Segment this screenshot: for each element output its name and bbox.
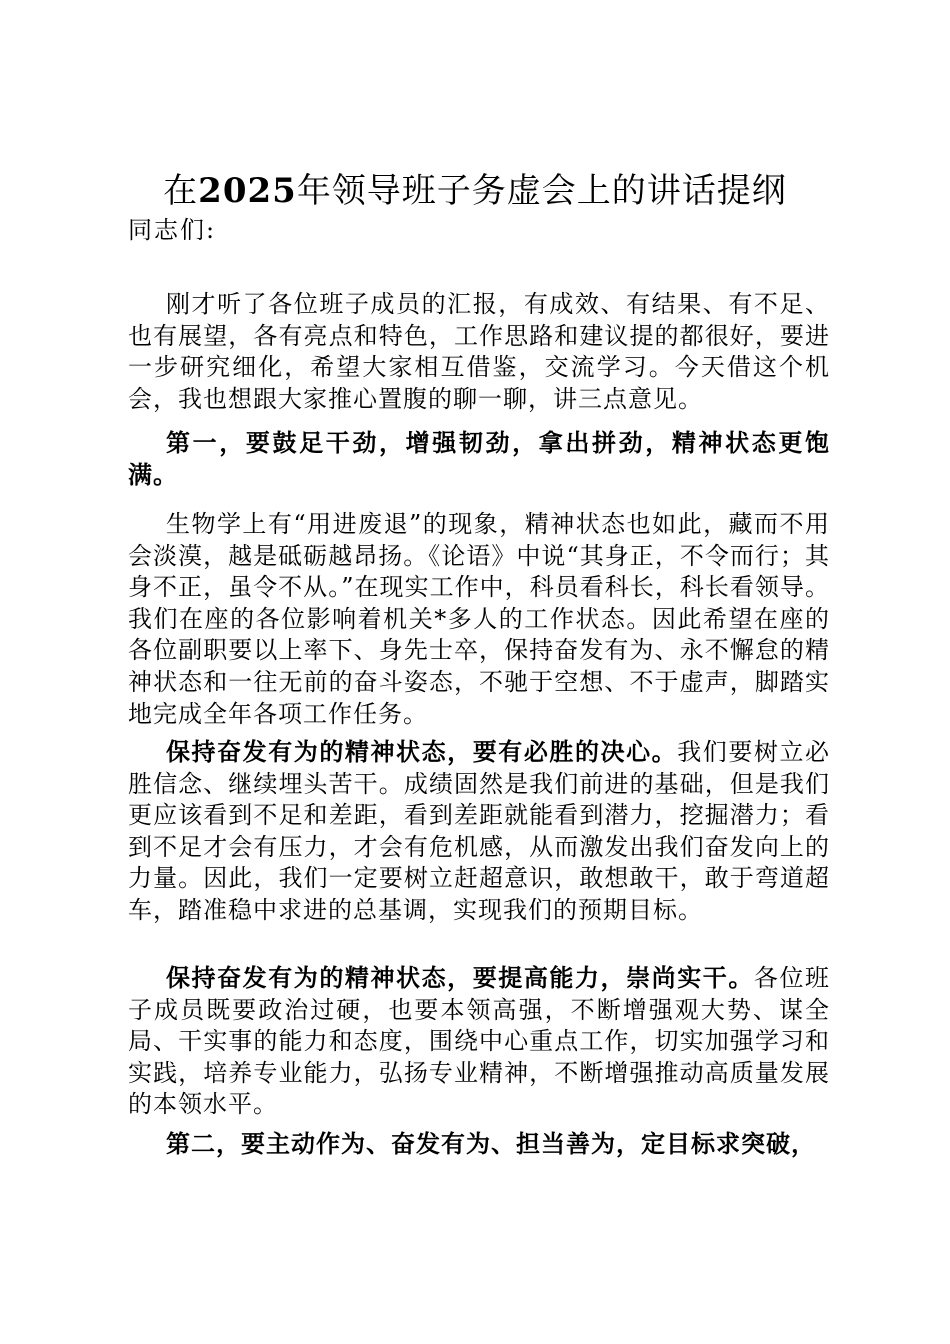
- section1-heading: 第一，要鼓足干劲，增强韧劲，拿出拼劲，精神状态更饱满。: [128, 428, 830, 489]
- section1-paragraph-3-body: 各位班子成员既要政治过硬，也要本领高强，不断增强观大势、谋全局、干实事的能力和态度，围绕中心重点工作，切实加强学习和实践，培养专业能力，弘扬专业精神，不断增强推动高质量发展的本领水平。: [128, 964, 831, 1119]
- section2-heading: 第二，要主动作为、奋发有为、担当善为，定目标求突破，: [166, 1129, 816, 1158]
- title-suffix: 年领导班子务虚会上的讲话提纲: [296, 171, 787, 211]
- salutation: 同志们:: [128, 216, 217, 244]
- document-title: [0, 165, 950, 217]
- section1-paragraph-2-lead: 保持奋发有为的精神状态，要有必胜的决心。: [166, 737, 678, 766]
- section1-paragraph-3: [128, 962, 830, 1121]
- section1-paragraph-2: [128, 736, 830, 927]
- intro-paragraph: 刚才听了各位班子成员的汇报，有成效、有结果、有不足、也有展望，各有亮点和特色，工作思路和建议提的都很好，要进一步研究细化，希望大家相互借鉴，交流学习。今天借这个机会，我也想跟大家推心置腹的聊一聊，讲三点意见。: [128, 290, 830, 413]
- title-year: 2025: [198, 171, 297, 211]
- section1-paragraph-2-body: 我们要树立必胜信念、继续埋头苦干。成绩固然是我们前进的基础，但是我们更应该看到不足和差距，看到差距就能看到潜力，挖掘潜力；看到不足才会有压力，才会有危机感，从而激发出我们奋发向上的力量。因此，我们一定要树立赶超意识，敢想敢干，敢于弯道超车，踏准稳中求进的总基调，实现我们的预期目标。: [128, 738, 831, 924]
- section1-paragraph-1: 生物学上有“用进废退”的现象，精神状态也如此，藏而不用会淡漠，越是砥砺越昂扬。《论语》中说“其身正，不令而行；其身不正，虽令不从。”在现实工作中，科员看科长，科长看领导。我们在座的各位影响着机关*多人的工作状态。因此希望在座的各位副职要以上率下、身先士卒，保持奋发有为、永不懈怠的精神状态和一往无前的奋斗姿态，不驰于空想、不于虚声，脚踏实地完成全年各项工作任务。: [128, 510, 830, 728]
- title-prefix: 在: [163, 171, 199, 211]
- section1-paragraph-3-lead: 保持奋发有为的精神状态，要提高能力，崇尚实干。: [166, 963, 754, 992]
